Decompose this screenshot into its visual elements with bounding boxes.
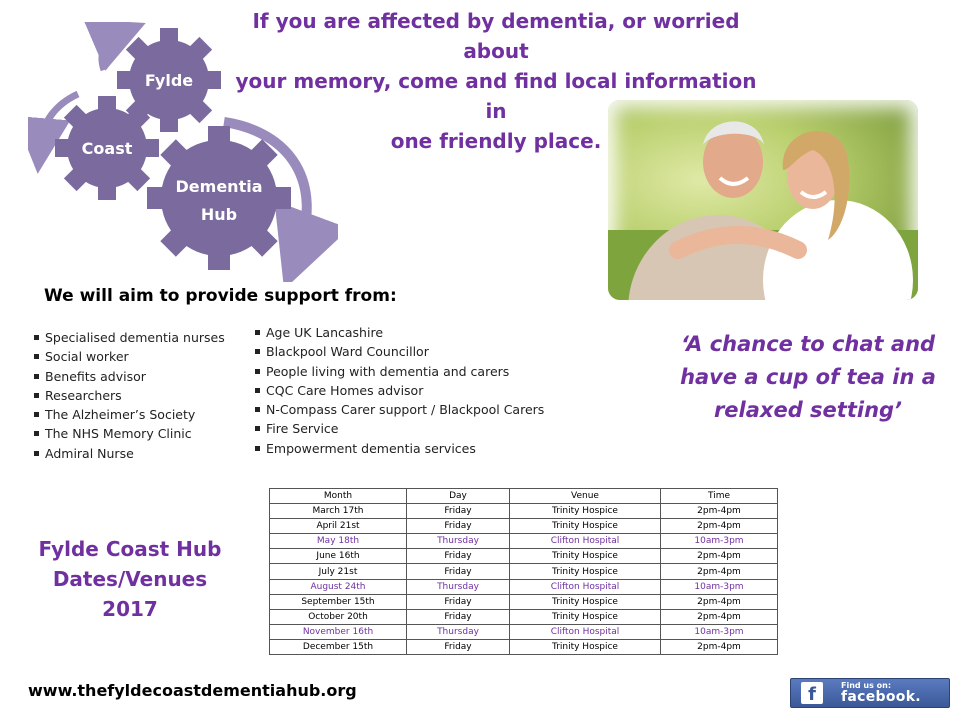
table-cell: Thursday <box>407 624 510 639</box>
table-cell: Trinity Hospice <box>510 549 661 564</box>
list-item: Researchers <box>34 386 225 405</box>
table-row <box>270 609 778 624</box>
table-row <box>270 579 778 594</box>
gear-label-fylde: Fylde <box>144 71 194 90</box>
intro-line-2: your memory, come and find local information in <box>235 69 757 123</box>
table-cell: Friday <box>407 564 510 579</box>
table-cell: September 15th <box>270 594 407 609</box>
table-cell: Friday <box>407 609 510 624</box>
table-cell: 2pm-4pm <box>661 549 778 564</box>
table-cell: Clifton Hospital <box>510 624 661 639</box>
table-cell: 2pm-4pm <box>661 594 778 609</box>
table-cell: Trinity Hospice <box>510 639 661 654</box>
table-row <box>270 624 778 639</box>
table-cell: Friday <box>407 519 510 534</box>
table-cell: Clifton Hospital <box>510 579 661 594</box>
table-cell: 2pm-4pm <box>661 504 778 519</box>
facebook-button[interactable] <box>790 678 950 708</box>
table-row <box>270 534 778 549</box>
table-cell: July 21st <box>270 564 407 579</box>
table-cell: May 18th <box>270 534 407 549</box>
column-header-month: Month <box>270 489 407 504</box>
table-cell: Trinity Hospice <box>510 504 661 519</box>
gear-label-dementia: Dementia <box>175 177 263 196</box>
coast-gear-icon <box>55 96 159 200</box>
couple-photo-illustration <box>608 100 918 300</box>
hub-dates-title <box>28 534 232 624</box>
facebook-label <box>841 682 921 704</box>
couple-photo <box>608 100 918 300</box>
website-link[interactable]: www.thefyldecoastdementiahub.org <box>28 681 357 700</box>
gear-label-hub: Hub <box>200 205 238 224</box>
column-header-venue: Venue <box>510 489 661 504</box>
table-cell: June 16th <box>270 549 407 564</box>
list-item: N-Compass Carer support / Blackpool Carers <box>255 400 544 419</box>
intro-line-3: one friendly place. <box>390 129 602 153</box>
table-row <box>270 594 778 609</box>
column-header-time: Time <box>661 489 778 504</box>
list-item: Fire Service <box>255 419 544 438</box>
dementia-hub-logo <box>28 22 338 282</box>
table-cell: March 17th <box>270 504 407 519</box>
quote-text <box>668 328 948 427</box>
gear-label-coast: Coast <box>81 139 133 158</box>
table-cell: 2pm-4pm <box>661 519 778 534</box>
support-list-left <box>34 328 225 463</box>
list-item: Benefits advisor <box>34 367 225 386</box>
table-cell: October 20th <box>270 609 407 624</box>
list-item: Specialised dementia nurses <box>34 328 225 347</box>
table-cell: August 24th <box>270 579 407 594</box>
table-cell: April 21st <box>270 519 407 534</box>
list-item: CQC Care Homes advisor <box>255 381 544 400</box>
support-list-right <box>255 323 544 458</box>
table-cell: Friday <box>407 594 510 609</box>
table-cell: 2pm-4pm <box>661 609 778 624</box>
table-header-row <box>270 489 778 504</box>
table-cell: 10am-3pm <box>661 534 778 549</box>
gears-logo-graphic <box>28 22 338 282</box>
table-cell: Trinity Hospice <box>510 564 661 579</box>
hub-title-line-1: Fylde Coast Hub <box>38 537 222 561</box>
table-row <box>270 549 778 564</box>
dementia-hub-gear-icon <box>147 126 291 270</box>
support-heading: We will aim to provide support from: <box>44 286 397 306</box>
list-item: Empowerment dementia services <box>255 439 544 458</box>
facebook-big-text: facebook. <box>841 689 921 705</box>
quote-line-3: relaxed setting’ <box>713 398 903 422</box>
facebook-icon: f <box>801 682 823 704</box>
table-cell: Friday <box>407 504 510 519</box>
schedule-table <box>269 488 778 655</box>
hub-title-line-2: Dates/Venues <box>52 567 208 591</box>
facebook-small-text: Find us on: <box>841 681 892 690</box>
table-cell: Trinity Hospice <box>510 594 661 609</box>
table-cell: December 15th <box>270 639 407 654</box>
table-cell: Clifton Hospital <box>510 534 661 549</box>
intro-line-1: If you are affected by dementia, or worried about <box>252 9 740 63</box>
table-cell: 10am-3pm <box>661 579 778 594</box>
table-cell: Trinity Hospice <box>510 609 661 624</box>
table-cell: Trinity Hospice <box>510 519 661 534</box>
list-item: Blackpool Ward Councillor <box>255 342 544 361</box>
table-cell: 10am-3pm <box>661 624 778 639</box>
list-item: Age UK Lancashire <box>255 323 544 342</box>
list-item: People living with dementia and carers <box>255 362 544 381</box>
table-cell: Thursday <box>407 534 510 549</box>
hub-title-line-3: 2017 <box>102 597 158 621</box>
quote-line-2: have a cup of tea in a <box>680 365 936 389</box>
table-row <box>270 519 778 534</box>
table-cell: 2pm-4pm <box>661 639 778 654</box>
list-item: The NHS Memory Clinic <box>34 424 225 443</box>
quote-line-1: ‘A chance to chat and <box>680 332 936 356</box>
table-cell: November 16th <box>270 624 407 639</box>
circular-arrow-icon <box>102 34 120 70</box>
table-row <box>270 639 778 654</box>
list-item: Admiral Nurse <box>34 444 225 463</box>
table-cell: Friday <box>407 549 510 564</box>
table-row <box>270 564 778 579</box>
column-header-day: Day <box>407 489 510 504</box>
list-item: Social worker <box>34 347 225 366</box>
list-item: The Alzheimer’s Society <box>34 405 225 424</box>
table-cell: 2pm-4pm <box>661 564 778 579</box>
table-cell: Thursday <box>407 579 510 594</box>
table-row <box>270 504 778 519</box>
table-cell: Friday <box>407 639 510 654</box>
